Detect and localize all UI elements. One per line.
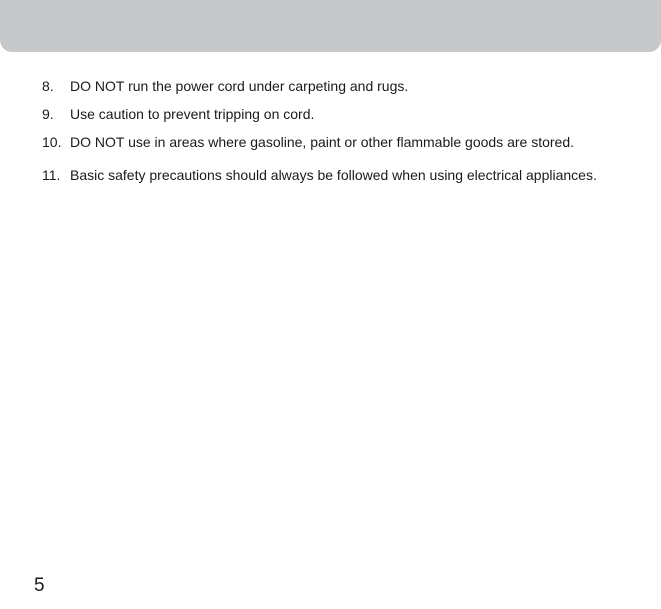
item-text: DO NOT use in areas where gasoline, paint or other flammable goods are stored. [70,134,574,150]
item-number: 9. [42,106,54,122]
header-band [0,0,661,52]
item-number: 10. [42,134,62,150]
item-number: 8. [42,78,54,94]
item-text: DO NOT run the power cord under carpeting and rugs. [70,78,409,94]
item-text: Use caution to prevent tripping on cord. [70,106,315,122]
item-text: Basic safety precautions should always be followed when using electrical appliances. [70,167,597,183]
item-number: 11. [42,167,61,183]
page-number: 5 [34,575,45,596]
